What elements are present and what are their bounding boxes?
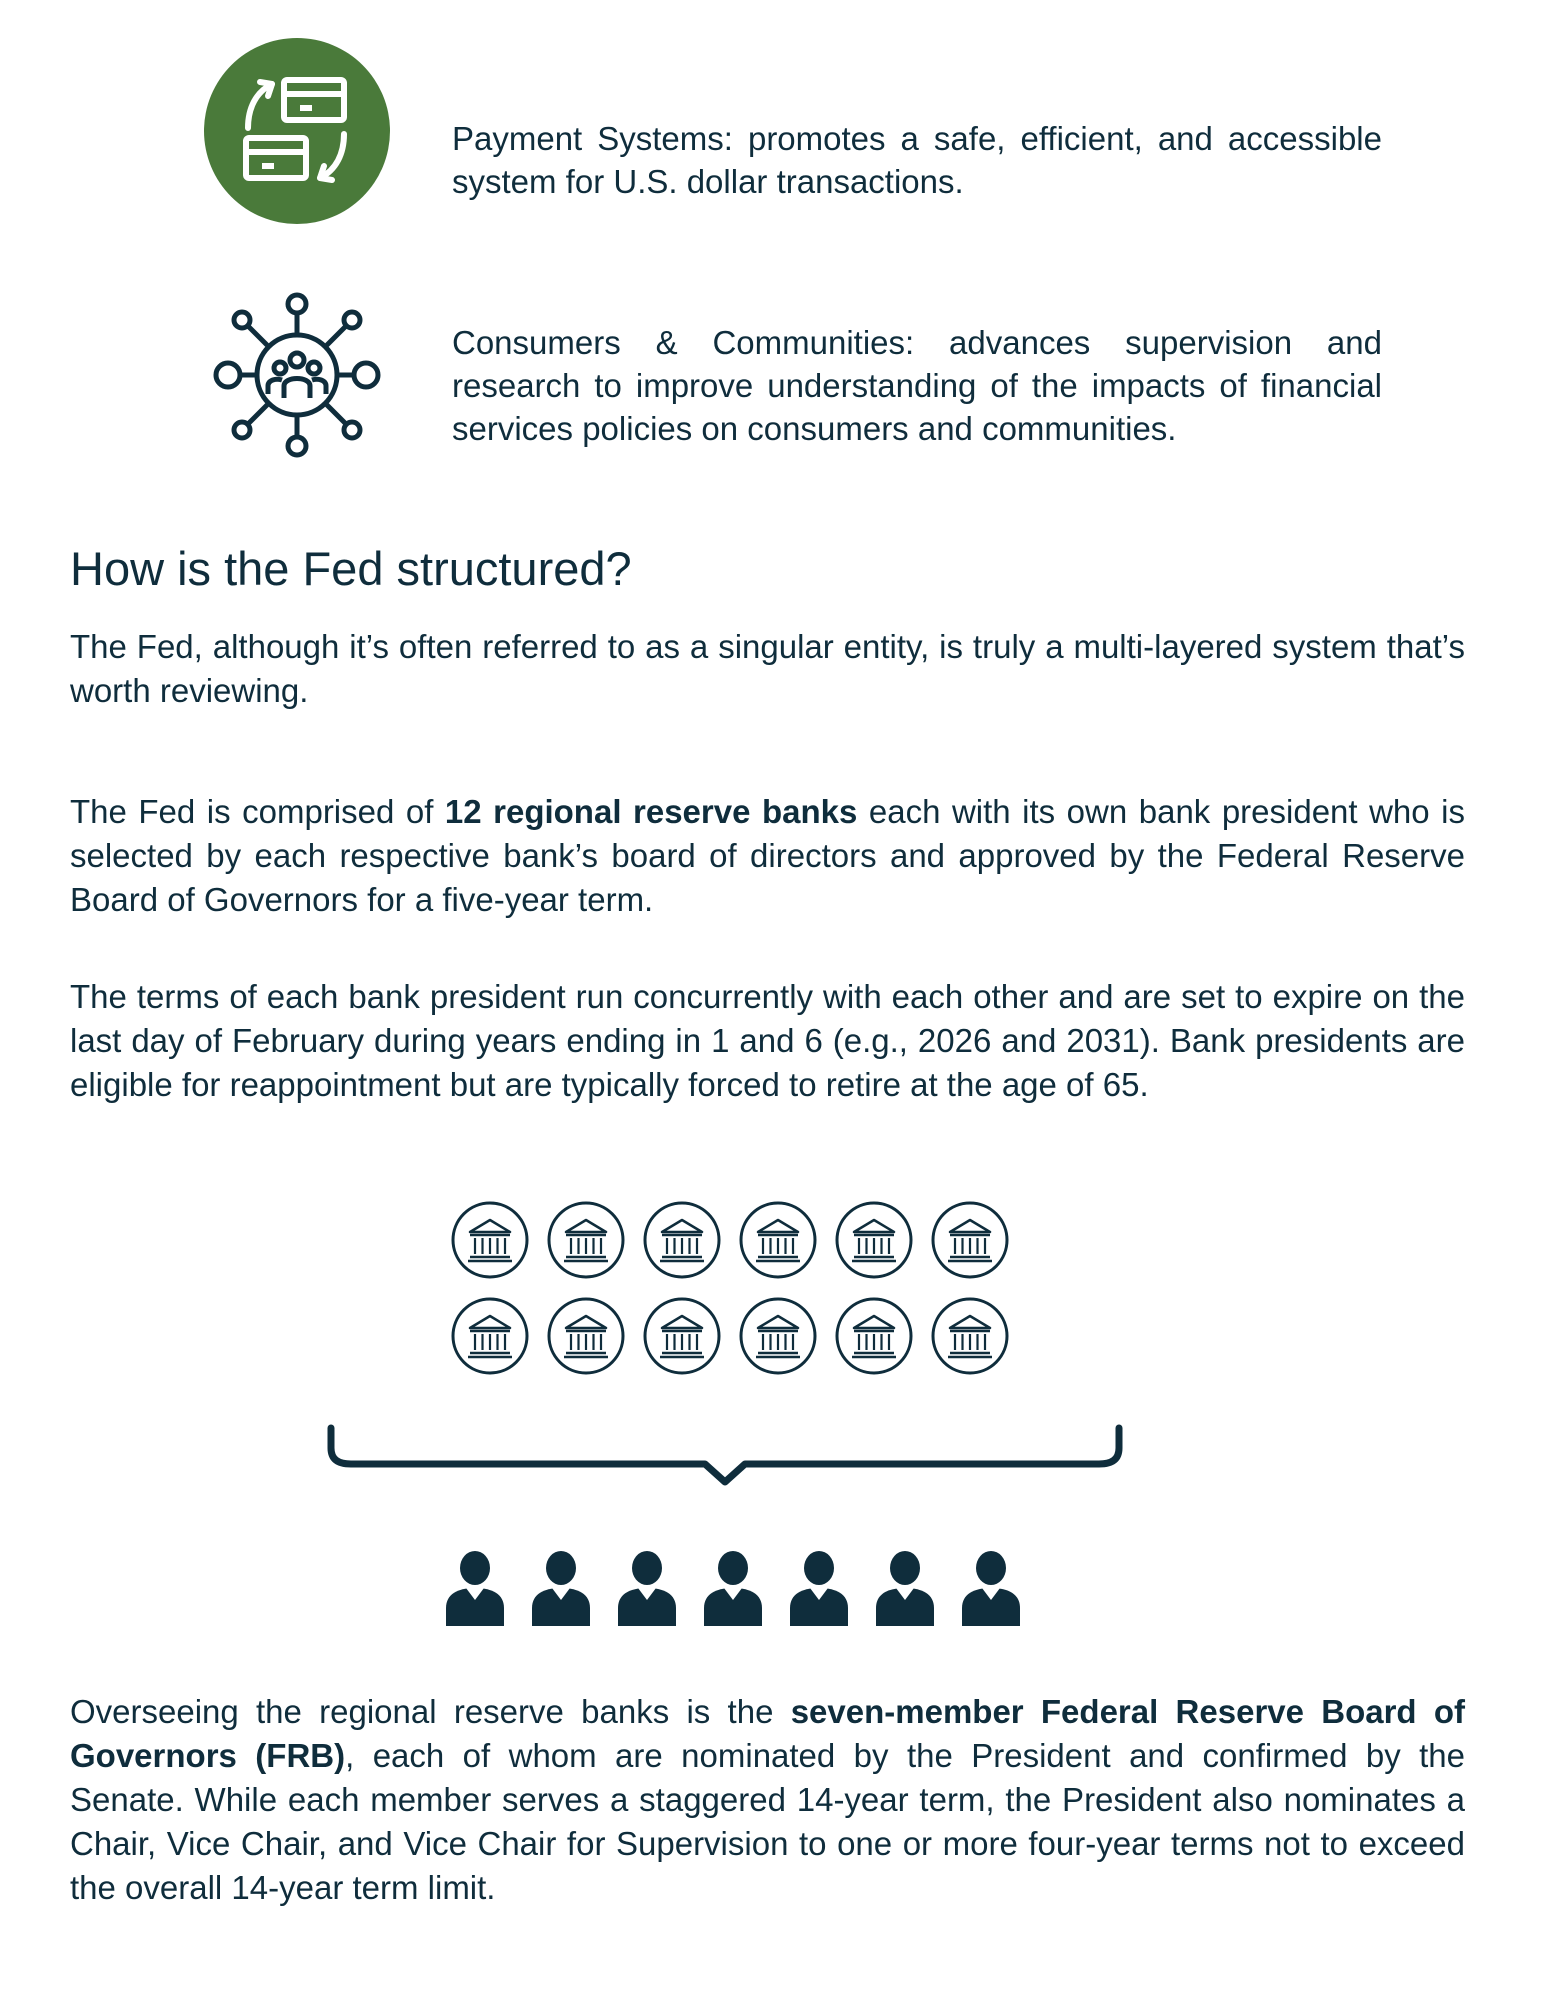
- person-icon: [702, 1550, 764, 1626]
- bank-building-icon: [834, 1200, 914, 1280]
- bank-building-icon: [834, 1296, 914, 1376]
- bank-building-icon: [546, 1200, 626, 1280]
- payment-cards-exchange-icon: [204, 38, 390, 224]
- board-text-start: Overseeing the regional reserve banks is the: [70, 1693, 791, 1730]
- reserve-banks-text-start: The Fed is comprised of: [70, 793, 445, 830]
- reserve-banks-grid: [450, 1200, 1010, 1376]
- bank-building-icon: [738, 1200, 818, 1280]
- intro-paragraph: The Fed, although it’s often referred to as a singular entity, is truly a multi-layered system that’s worth reviewing.: [70, 628, 1465, 709]
- person-icon: [444, 1550, 506, 1626]
- feature-text-consumers-communities: Consumers & Communities: advances supervision and research to improve understanding of the impacts of financial services policies on consumers and communities.: [452, 324, 1382, 447]
- board-highlight: seven-member Federal Reserve Board of Governors (FRB): [70, 1693, 1465, 1774]
- bank-building-icon: [546, 1296, 626, 1376]
- person-icon: [960, 1550, 1022, 1626]
- person-icon: [530, 1550, 592, 1626]
- board-paragraph: [70, 1690, 1465, 1910]
- feature-text-payment-systems: Payment Systems: promotes a safe, efficient, and accessible system for U.S. dollar transactions.: [452, 120, 1382, 200]
- bank-building-icon: [642, 1200, 722, 1280]
- person-icon: [616, 1550, 678, 1626]
- terms-paragraph: The terms of each bank president run concurrently with each other and are set to expire on the last day of February during years ending in 1 and 6 (e.g., 2026 and 2031). Bank presidents are eligible for reappointment but are typically forced to retire at the age of 65.: [70, 978, 1465, 1103]
- bank-building-icon: [930, 1296, 1010, 1376]
- bank-building-icon: [738, 1296, 818, 1376]
- section-heading: How is the Fed structured?: [70, 542, 632, 595]
- reserve-banks-text-end: each with its own bank president who is selected by each respective bank’s board of directors and approved by the Federal Reserve Board of Governors for a five-year term.: [70, 793, 1465, 918]
- reserve-banks-highlight: 12 regional reserve banks: [444, 793, 858, 830]
- bank-building-icon: [930, 1200, 1010, 1280]
- grouping-brace: [325, 1424, 1125, 1494]
- community-network-icon: [212, 290, 382, 460]
- bank-building-icon: [642, 1296, 722, 1376]
- bank-building-icon: [450, 1296, 530, 1376]
- person-icon: [788, 1550, 850, 1626]
- reserve-banks-paragraph: [70, 790, 1465, 922]
- bank-building-icon: [450, 1200, 530, 1280]
- person-icon: [874, 1550, 936, 1626]
- board-of-governors-row: [444, 1550, 1022, 1626]
- board-text-end: , each of whom are nominated by the President and confirmed by the Senate. While each member serves a staggered 14-year term, the President also nominates a Chair, Vice Chair, and Vice Chair for Supervision to one or more four-year terms not to exceed the overall 14-year term limit.: [70, 1737, 1465, 1906]
